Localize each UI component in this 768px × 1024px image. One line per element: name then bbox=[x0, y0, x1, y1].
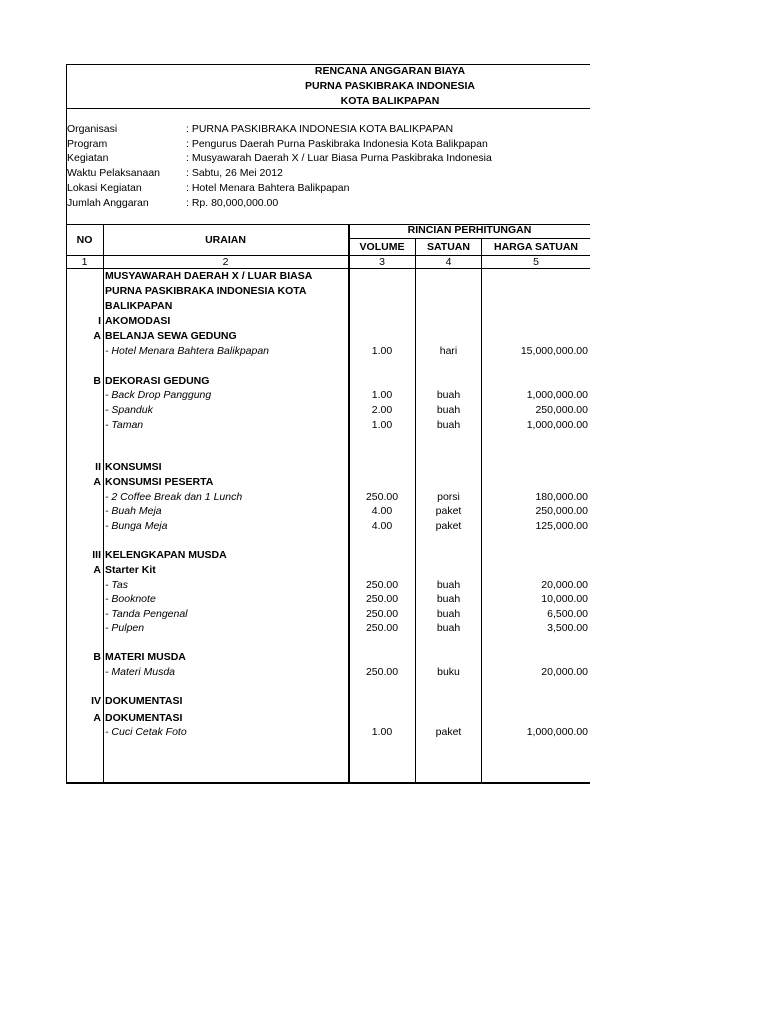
row-volume: 250.00 bbox=[365, 608, 399, 620]
row-volume: 1.00 bbox=[371, 419, 393, 431]
row-satuan: buah bbox=[436, 608, 461, 620]
row-description: BALIKPAPAN bbox=[105, 300, 173, 312]
info-label: Waktu Pelaksanaan bbox=[67, 167, 160, 179]
info-label: Organisasi bbox=[67, 123, 118, 135]
row-description: KONSUMSI PESERTA bbox=[105, 476, 214, 488]
title-line-3: KOTA BALIKPAPAN bbox=[340, 95, 440, 107]
row-number: B bbox=[93, 375, 101, 387]
row-description: MUSYAWARAH DAERAH X / LUAR BIASA bbox=[105, 270, 313, 282]
row-harga-satuan: 1,000,000.00 bbox=[526, 419, 588, 431]
row-satuan: buah bbox=[436, 579, 461, 591]
row-description: - Bunga Meja bbox=[105, 520, 168, 532]
row-volume: 1.00 bbox=[371, 345, 393, 357]
header-rincian: RINCIAN PERHITUNGAN bbox=[407, 224, 532, 236]
row-description: - 2 Coffee Break dan 1 Lunch bbox=[105, 491, 243, 503]
row-satuan: buah bbox=[436, 419, 461, 431]
header-uraian: URAIAN bbox=[205, 234, 246, 246]
rincian-divider bbox=[349, 238, 590, 239]
row-description: - Materi Musda bbox=[105, 666, 176, 678]
col-number: 5 bbox=[533, 256, 539, 268]
row-satuan: buku bbox=[437, 666, 460, 678]
info-value: : Musyawarah Daerah X / Luar Biasa Purna Paskibraka Indonesia bbox=[186, 152, 492, 164]
row-harga-satuan: 125,000.00 bbox=[535, 520, 588, 532]
row-number: III bbox=[92, 549, 101, 561]
row-description: - Back Drop Panggung bbox=[105, 389, 212, 401]
row-volume: 4.00 bbox=[371, 520, 393, 532]
row-number: A bbox=[93, 476, 101, 488]
row-harga-satuan: 20,000.00 bbox=[541, 666, 588, 678]
row-satuan: buah bbox=[436, 593, 461, 605]
row-harga-satuan: 10,000.00 bbox=[541, 593, 588, 605]
row-description: KELENGKAPAN MUSDA bbox=[105, 549, 227, 561]
row-harga-satuan: 250,000.00 bbox=[535, 404, 588, 416]
row-volume: 250.00 bbox=[365, 491, 399, 503]
row-description: Starter Kit bbox=[105, 564, 156, 576]
table-bottom-border bbox=[66, 782, 590, 784]
row-description: - Cuci Cetak Foto bbox=[105, 726, 187, 738]
col-divider-no bbox=[103, 224, 104, 783]
row-volume: 4.00 bbox=[371, 505, 393, 517]
row-satuan: hari bbox=[439, 345, 458, 357]
info-value: : Pengurus Daerah Purna Paskibraka Indonesia Kota Balikpapan bbox=[186, 138, 488, 150]
row-description: - Buah Meja bbox=[105, 505, 162, 517]
row-harga-satuan: 15,000,000.00 bbox=[520, 345, 588, 357]
row-harga-satuan: 1,000,000.00 bbox=[526, 389, 588, 401]
row-satuan: paket bbox=[435, 505, 462, 517]
row-satuan: buah bbox=[436, 622, 461, 634]
row-description: - Tas bbox=[105, 579, 128, 591]
row-satuan: paket bbox=[435, 726, 462, 738]
row-description: - Spanduk bbox=[105, 404, 153, 416]
row-volume: 250.00 bbox=[365, 666, 399, 678]
row-volume: 2.00 bbox=[371, 404, 393, 416]
title-bottom-border bbox=[66, 108, 590, 109]
row-satuan: porsi bbox=[437, 491, 460, 503]
row-description: - Booknote bbox=[105, 593, 156, 605]
row-description: AKOMODASI bbox=[105, 315, 171, 327]
row-satuan: paket bbox=[435, 520, 462, 532]
header-no: NO bbox=[76, 234, 93, 246]
header-volume: VOLUME bbox=[359, 241, 405, 253]
row-number: B bbox=[93, 651, 101, 663]
col-number: 4 bbox=[445, 256, 452, 268]
header-satuan: SATUAN bbox=[427, 241, 470, 253]
row-description: DOKUMENTASI bbox=[105, 695, 183, 707]
row-description: PURNA PASKIBRAKA INDONESIA KOTA bbox=[105, 285, 307, 297]
header-harga-satuan: HARGA SATUAN bbox=[494, 241, 578, 253]
row-harga-satuan: 3,500.00 bbox=[547, 622, 588, 634]
info-value: : Sabtu, 26 Mei 2012 bbox=[186, 167, 283, 179]
title-line-1: RENCANA ANGGARAN BIAYA bbox=[314, 65, 466, 77]
info-value: : Rp. 80,000,000.00 bbox=[186, 197, 279, 209]
row-volume: 250.00 bbox=[365, 579, 399, 591]
row-description: KONSUMSI bbox=[105, 461, 162, 473]
col-number: 3 bbox=[379, 256, 385, 268]
row-harga-satuan: 180,000.00 bbox=[535, 491, 588, 503]
row-description: - Hotel Menara Bahtera Balikpapan bbox=[105, 345, 270, 357]
row-number: A bbox=[93, 330, 101, 342]
col-number: 2 bbox=[222, 256, 229, 268]
info-label: Program bbox=[67, 138, 108, 150]
row-volume: 250.00 bbox=[365, 593, 399, 605]
title-line-2: PURNA PASKIBRAKA INDONESIA bbox=[305, 80, 475, 92]
row-volume: 250.00 bbox=[365, 622, 399, 634]
row-number: IV bbox=[91, 695, 101, 707]
row-volume: 1.00 bbox=[371, 726, 393, 738]
row-number: II bbox=[95, 461, 101, 473]
info-value: : PURNA PASKIBRAKA INDONESIA KOTA BALIKPAPAN bbox=[186, 123, 454, 135]
row-satuan: buah bbox=[436, 389, 461, 401]
row-description: - Taman bbox=[105, 419, 144, 431]
row-description: DOKUMENTASI bbox=[105, 712, 183, 724]
info-value: : Hotel Menara Bahtera Balikpapan bbox=[186, 182, 350, 194]
row-volume: 1.00 bbox=[371, 389, 393, 401]
row-description: BELANJA SEWA GEDUNG bbox=[105, 330, 237, 342]
row-number: A bbox=[93, 564, 101, 576]
row-number: A bbox=[93, 712, 101, 724]
info-label: Jumlah Anggaran bbox=[67, 197, 149, 209]
info-label: Kegiatan bbox=[67, 152, 109, 164]
row-harga-satuan: 1,000,000.00 bbox=[526, 726, 588, 738]
info-label: Lokasi Kegiatan bbox=[67, 182, 142, 194]
row-description: DEKORASI GEDUNG bbox=[105, 375, 210, 387]
row-number: I bbox=[98, 315, 101, 327]
row-harga-satuan: 6,500.00 bbox=[547, 608, 588, 620]
row-description: - Tanda Pengenal bbox=[105, 608, 188, 620]
row-satuan: buah bbox=[436, 404, 461, 416]
row-harga-satuan: 20,000.00 bbox=[541, 579, 588, 591]
row-description: MATERI MUSDA bbox=[105, 651, 186, 663]
row-harga-satuan: 250,000.00 bbox=[535, 505, 588, 517]
row-description: - Pulpen bbox=[105, 622, 145, 634]
col-number: 1 bbox=[81, 256, 88, 268]
